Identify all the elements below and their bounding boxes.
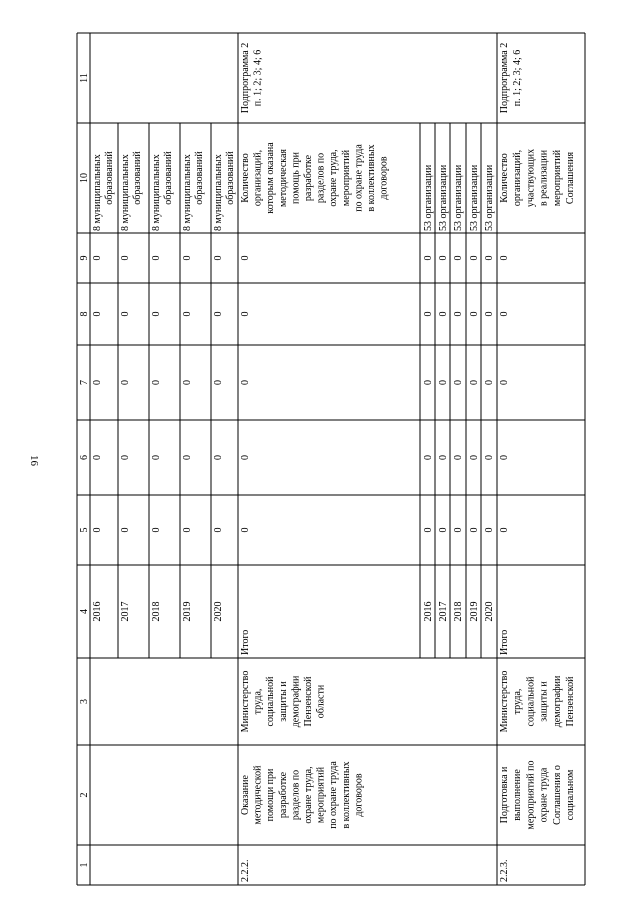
value-cell: 0	[423, 527, 434, 533]
action-name: Подготовка и	[499, 766, 510, 824]
value-cell: 0	[182, 255, 193, 261]
value-cell: 0	[453, 311, 464, 317]
action-name: мероприятий	[315, 766, 327, 824]
indicator-cell: 8 муниципальных	[120, 154, 131, 231]
program-text: Подпрограмма 2	[240, 42, 251, 114]
year-cell: 2016	[423, 601, 434, 622]
indicator-cell: образований	[132, 151, 143, 205]
year-cell: 2017	[438, 601, 449, 622]
indicator-cell: образований	[194, 151, 205, 205]
value-cell: 0	[213, 380, 224, 385]
header-cell-11: 11	[79, 73, 90, 83]
value-cell: 0	[453, 455, 464, 460]
indicator-cell: 8 муниципальных	[213, 154, 224, 231]
year-cell: 2018	[453, 601, 464, 622]
action-name: в коллективных	[340, 761, 352, 829]
value-cell: 0	[92, 255, 103, 261]
indicator-text: разработке	[303, 154, 314, 202]
indicator-text: Количество	[499, 153, 510, 203]
total-value: 0	[499, 380, 510, 385]
value-cell: 0	[469, 527, 480, 533]
value-cell: 0	[151, 455, 162, 460]
action-name: разделов по	[290, 769, 302, 821]
year-cell: 2019	[182, 601, 193, 622]
action-name: по охране труда	[328, 761, 340, 829]
value-cell: 0	[213, 455, 224, 460]
total-value: 0	[240, 455, 251, 460]
value-cell: 0	[120, 311, 131, 317]
value-cell: 0	[438, 527, 449, 533]
indicator-text: Соглашения	[565, 151, 576, 205]
action-name: Соглашения о	[551, 765, 563, 825]
indicator-text: которым оказана	[265, 142, 277, 214]
section-number: 2.2.2.	[240, 859, 251, 882]
header-cell-2: 2	[79, 792, 90, 798]
indicator-text: разделов по	[315, 152, 327, 204]
indicator-cell: 53 организации	[469, 164, 480, 231]
total-value: 0	[499, 455, 510, 460]
value-cell: 0	[469, 255, 480, 261]
indicator-text: договоров	[378, 156, 390, 200]
executor: Министерство	[240, 670, 251, 733]
header-cell-3: 3	[79, 699, 90, 704]
value-cell: 0	[469, 380, 480, 385]
indicator-cell: 53 организации	[453, 164, 464, 231]
value-cell: 0	[453, 527, 464, 533]
value-cell: 0	[182, 311, 193, 317]
value-cell: 0	[151, 311, 162, 317]
year-cell: 2017	[120, 601, 131, 622]
header-cell-6: 6	[79, 455, 90, 460]
header-cell-5: 5	[79, 527, 90, 533]
value-cell: 0	[484, 455, 495, 460]
year-cell: 2020	[213, 601, 224, 622]
action-name: помощи при	[265, 768, 277, 822]
value-cell: 0	[92, 455, 103, 460]
section-number: 2.2.3.	[499, 859, 510, 882]
executor: демографии	[551, 675, 563, 728]
value-cell: 0	[423, 380, 434, 385]
indicator-text: методическая	[277, 148, 289, 208]
value-cell: 0	[423, 311, 434, 317]
indicator-text: Количество	[240, 153, 251, 203]
year-cell: 2020	[484, 601, 495, 622]
value-cell: 0	[484, 527, 495, 533]
indicator-text: по охране труда	[353, 144, 365, 212]
value-cell: 0	[120, 380, 131, 385]
value-cell: 0	[438, 255, 449, 261]
value-cell: 0	[438, 455, 449, 460]
year-cell: 2018	[151, 601, 162, 622]
executor: Пензенской	[303, 676, 314, 727]
executor: Пензенской	[565, 676, 576, 727]
indicator-cell: 53 организации	[438, 164, 449, 231]
header-cell-4: 4	[79, 609, 90, 614]
program-text: п. 1; 2; 3; 4; 6	[252, 49, 264, 107]
indicator-cell: 53 организации	[423, 164, 434, 231]
indicator-text: организаций,	[252, 149, 264, 207]
indicator-cell: образований	[163, 151, 174, 205]
value-cell: 0	[423, 455, 434, 460]
executor: труда,	[512, 688, 524, 715]
total-value: 0	[240, 380, 251, 385]
header-cell-9: 9	[79, 255, 90, 261]
total-value: 0	[499, 311, 510, 317]
total-label: Итого	[499, 629, 510, 655]
executor: защиты и	[277, 681, 289, 722]
program-text: п. 1; 2; 3; 4; 6	[512, 49, 524, 107]
indicator-text: мероприятий	[340, 149, 352, 207]
page-number: 16	[28, 455, 40, 466]
indicator-cell: 8 муниципальных	[182, 154, 193, 231]
value-cell: 0	[92, 380, 103, 385]
action-name: социальном	[565, 769, 576, 821]
indicator-cell: образований	[225, 151, 236, 205]
executor: социальной	[265, 676, 277, 727]
executor: труда,	[252, 688, 264, 715]
total-label: Итого	[240, 629, 251, 655]
value-cell: 0	[438, 311, 449, 317]
action-name: Оказание	[240, 775, 251, 815]
action-name: охране труда	[538, 767, 550, 823]
value-cell: 0	[484, 311, 495, 317]
indicator-text: участвующих	[525, 148, 537, 208]
indicator-text: мероприятий	[551, 149, 563, 207]
action-name: методической	[252, 765, 264, 825]
value-cell: 0	[469, 455, 480, 460]
value-cell: 0	[92, 527, 103, 533]
executor: социальной	[525, 676, 537, 727]
value-cell: 0	[453, 380, 464, 385]
action-name: мероприятий по	[525, 760, 537, 830]
indicator-text: охране труда,	[328, 149, 340, 207]
value-cell: 0	[213, 255, 224, 261]
year-cell: 2019	[469, 601, 480, 622]
action-name: охране труда,	[303, 766, 314, 824]
header-cell-1: 1	[79, 862, 90, 868]
value-cell: 0	[151, 527, 162, 533]
value-cell: 0	[182, 455, 193, 460]
value-cell: 0	[182, 380, 193, 385]
indicator-cell: образований	[104, 151, 115, 205]
total-value: 0	[240, 311, 251, 317]
year-cell: 2016	[92, 601, 103, 622]
indicator-text: помощь при	[290, 152, 302, 204]
header-cell-10: 10	[79, 173, 90, 183]
value-cell: 0	[484, 380, 495, 385]
executor: защиты и	[538, 681, 550, 722]
header-cell-8: 8	[79, 311, 90, 317]
value-cell: 0	[484, 255, 495, 261]
executor: области	[315, 684, 327, 719]
total-value: 0	[499, 527, 510, 533]
action-name: разработке	[277, 771, 289, 819]
total-value: 0	[240, 255, 251, 261]
indicator-cell: 8 муниципальных	[92, 154, 103, 231]
value-cell: 0	[213, 311, 224, 317]
total-value: 0	[240, 527, 251, 533]
value-cell: 0	[182, 527, 193, 533]
action-name: договоров	[353, 773, 365, 817]
executor: демографии	[290, 675, 302, 728]
value-cell: 0	[469, 311, 480, 317]
total-value: 0	[499, 255, 510, 261]
table-text	[79, 43, 576, 882]
header-cell-7: 7	[79, 380, 90, 385]
value-cell: 0	[453, 255, 464, 261]
value-cell: 0	[151, 380, 162, 385]
program-text: Подпрограмма 2	[499, 42, 510, 114]
value-cell: 0	[438, 380, 449, 385]
value-cell: 0	[151, 255, 162, 261]
value-cell: 0	[120, 455, 131, 460]
indicator-text: в реализации	[538, 149, 550, 207]
value-cell: 0	[213, 527, 224, 533]
value-cell: 0	[423, 255, 434, 261]
indicator-cell: 53 организации	[484, 164, 495, 231]
value-cell: 0	[120, 255, 131, 261]
indicator-text: в коллективных	[366, 144, 377, 212]
indicator-text: организаций,	[512, 149, 524, 207]
value-cell: 0	[92, 311, 103, 317]
action-name: выполнение	[512, 769, 524, 821]
value-cell: 0	[120, 527, 131, 533]
executor: Министерство	[499, 670, 510, 733]
indicator-cell: 8 муниципальных	[151, 154, 162, 231]
